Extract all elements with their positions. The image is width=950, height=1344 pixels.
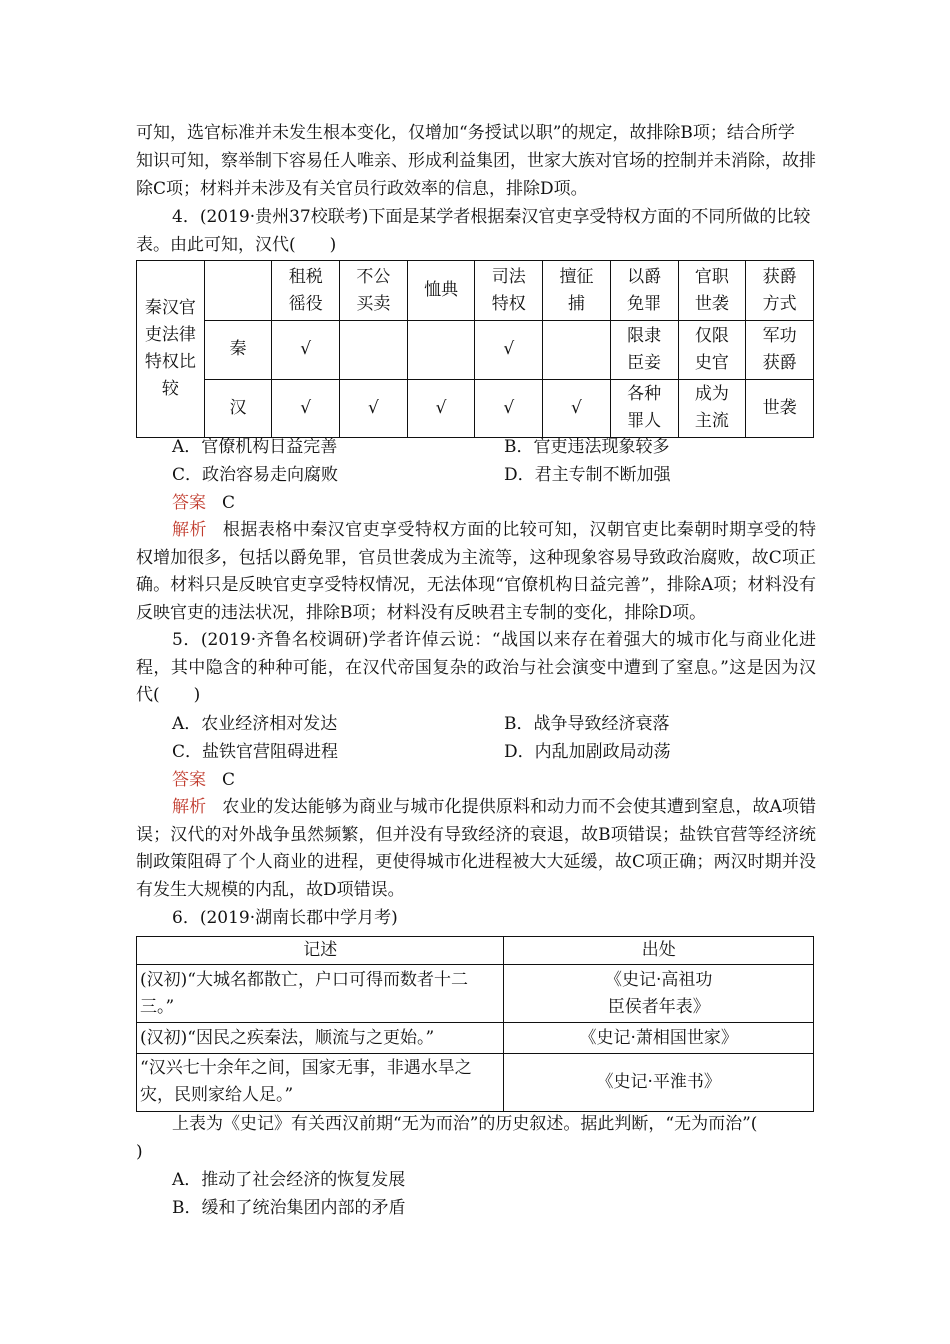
table-cell [340, 321, 408, 379]
table-cell [543, 321, 611, 379]
table-cell: “汉兴七十余年之间，国家无事，非遇水旱之 灾，民则家给人足。” [137, 1053, 504, 1111]
table-cell: 《史记·平淮书》 [504, 1053, 814, 1111]
table-cell: 仅限 史官 [678, 321, 746, 379]
table-title-cell: 秦汉官 吏法律 特权比 较 [137, 261, 205, 438]
q5-option-c: C．盐铁官营阻碍进程 [172, 742, 339, 762]
q4-analysis [136, 517, 816, 627]
answer-value: C [222, 770, 236, 790]
row-label-han: 汉 [204, 379, 272, 437]
table-row [137, 965, 814, 1023]
analysis-label: 解析 [172, 797, 207, 817]
q4-stem-line-2: 表。由此可知，汉代( ) [136, 235, 337, 255]
intro-line-1: 可知，选官标准并未发生根本变化，仅增加“务授试以职”的规定，故排除B项；结合所学 [136, 123, 795, 143]
table-header-source: 出处 [504, 937, 814, 965]
q5-option-d: D．内乱加剧政局动荡 [504, 742, 671, 762]
q4-privilege-table [136, 260, 814, 438]
q6-after-line-1: 上表为《史记》有关西汉前期“无为而治”的历史叙述。据此判断，“无为而治”( [172, 1114, 758, 1134]
table-cell: 限隶 臣妾 [610, 321, 678, 379]
q4-option-d: D．君主专制不断加强 [504, 465, 671, 485]
table-header-cell: 官职 世袭 [678, 261, 746, 321]
table-cell: (汉初)“因民之疾秦法，顺流与之更始。” [137, 1023, 504, 1053]
table-cell: 军功 获爵 [746, 321, 814, 379]
table-cell: √ [543, 379, 611, 437]
q4-stem-line-1: 4．(2019·贵州37校联考)下面是某学者根据秦汉官吏享受特权方面的不同所做的比较 [172, 207, 811, 227]
q4-option-a: A．官僚机构日益完善 [172, 437, 338, 457]
table-cell: √ [407, 379, 475, 437]
table-corner-cell [204, 261, 272, 321]
table-row [137, 321, 814, 379]
table-row [137, 379, 814, 437]
table-cell: √ [475, 379, 543, 437]
q4-option-c: C．政治容易走向腐败 [172, 465, 339, 485]
q5-stem: 5．(2019·齐鲁名校调研)学者许倬云说：“战国以来存在着强大的城市化与商业化进程，其中隐含的种种可能，在汉代帝国复杂的政治与社会演变中遭到了窒息。”这是因为汉代( ) [136, 630, 816, 706]
table-header-cell: 获爵 方式 [746, 261, 814, 321]
table-header-cell: 以爵 免罪 [610, 261, 678, 321]
answer-label: 答案 [172, 770, 206, 790]
q6-option-b: B．缓和了统治集团内部的矛盾 [172, 1198, 406, 1218]
table-cell: √ [272, 321, 340, 379]
table-cell: 《史记·高祖功 臣侯者年表》 [504, 965, 814, 1023]
table-row [137, 1053, 814, 1111]
q6-source-table [136, 936, 814, 1112]
analysis-text: 根据表格中秦汉官吏享受特权方面的比较可知，汉朝官吏比秦朝时期享受的特权增加很多，包括以爵免罪，官员世袭成为主流等，这种现象容易导致政治腐败，故C项正确。材料只是反映官吏享受特权情况，无法体现“官僚机构日益完善”，排除A项；材料没有反映官吏的违法状况，排除B项；材料没有反映君主专制的变化，排除D项。 [136, 520, 817, 623]
table-cell: (汉初)“大城名都散亡，户口可得而数者十二 三。” [137, 965, 504, 1023]
table-header-cell: 司法 特权 [475, 261, 543, 321]
analysis-label: 解析 [172, 520, 207, 540]
analysis-text: 农业的发达能够为商业与城市化提供原料和动力而不会使其遭到窒息，故A项错误；汉代的对外战争虽然频繁，但并没有导致经济的衰退，故B项错误；盐铁官营等经济统制政策阻碍了个人商业的进程，更使得城市化进程被大大延缓，故C项正确；两汉时期并没有发生大规模的内乱，故D项错误。 [136, 797, 817, 900]
answer-label: 答案 [172, 493, 206, 513]
q6-after-line-2: ) [136, 1142, 143, 1162]
table-cell: 《史记·萧相国世家》 [504, 1023, 814, 1053]
answer-value: C [222, 493, 236, 513]
q5-option-a: A．农业经济相对发达 [172, 714, 338, 734]
table-header-cell: 恤典 [407, 261, 475, 321]
table-cell: √ [272, 379, 340, 437]
table-row [137, 1023, 814, 1053]
table-cell: √ [475, 321, 543, 379]
q6-option-a: A．推动了社会经济的恢复发展 [172, 1170, 406, 1190]
table-header-cell: 不公 买卖 [340, 261, 408, 321]
q5-answer [172, 767, 235, 793]
q5-analysis [136, 794, 816, 904]
table-cell: 世袭 [746, 379, 814, 437]
q4-answer [172, 490, 235, 516]
table-header-cell: 擅征 捕 [543, 261, 611, 321]
q6-stem: 6．(2019·湖南长郡中学月考) [172, 908, 398, 928]
q5-option-b: B．战争导致经济衰落 [504, 714, 670, 734]
intro-line-2: 知识可知，察举制下容易任人唯亲、形成利益集团，世家大族对官场的控制并未消除，故排 [136, 151, 816, 171]
intro-line-3: 除C项；材料并未涉及有关官员行政效率的信息，排除D项。 [136, 179, 588, 199]
table-cell: 各种 罪人 [610, 379, 678, 437]
table-cell [407, 321, 475, 379]
table-header-desc: 记述 [137, 937, 504, 965]
table-cell: √ [340, 379, 408, 437]
q4-option-b: B．官吏违法现象较多 [504, 437, 670, 457]
table-cell: 成为 主流 [678, 379, 746, 437]
table-header-cell: 租税 徭役 [272, 261, 340, 321]
row-label-qin: 秦 [204, 321, 272, 379]
